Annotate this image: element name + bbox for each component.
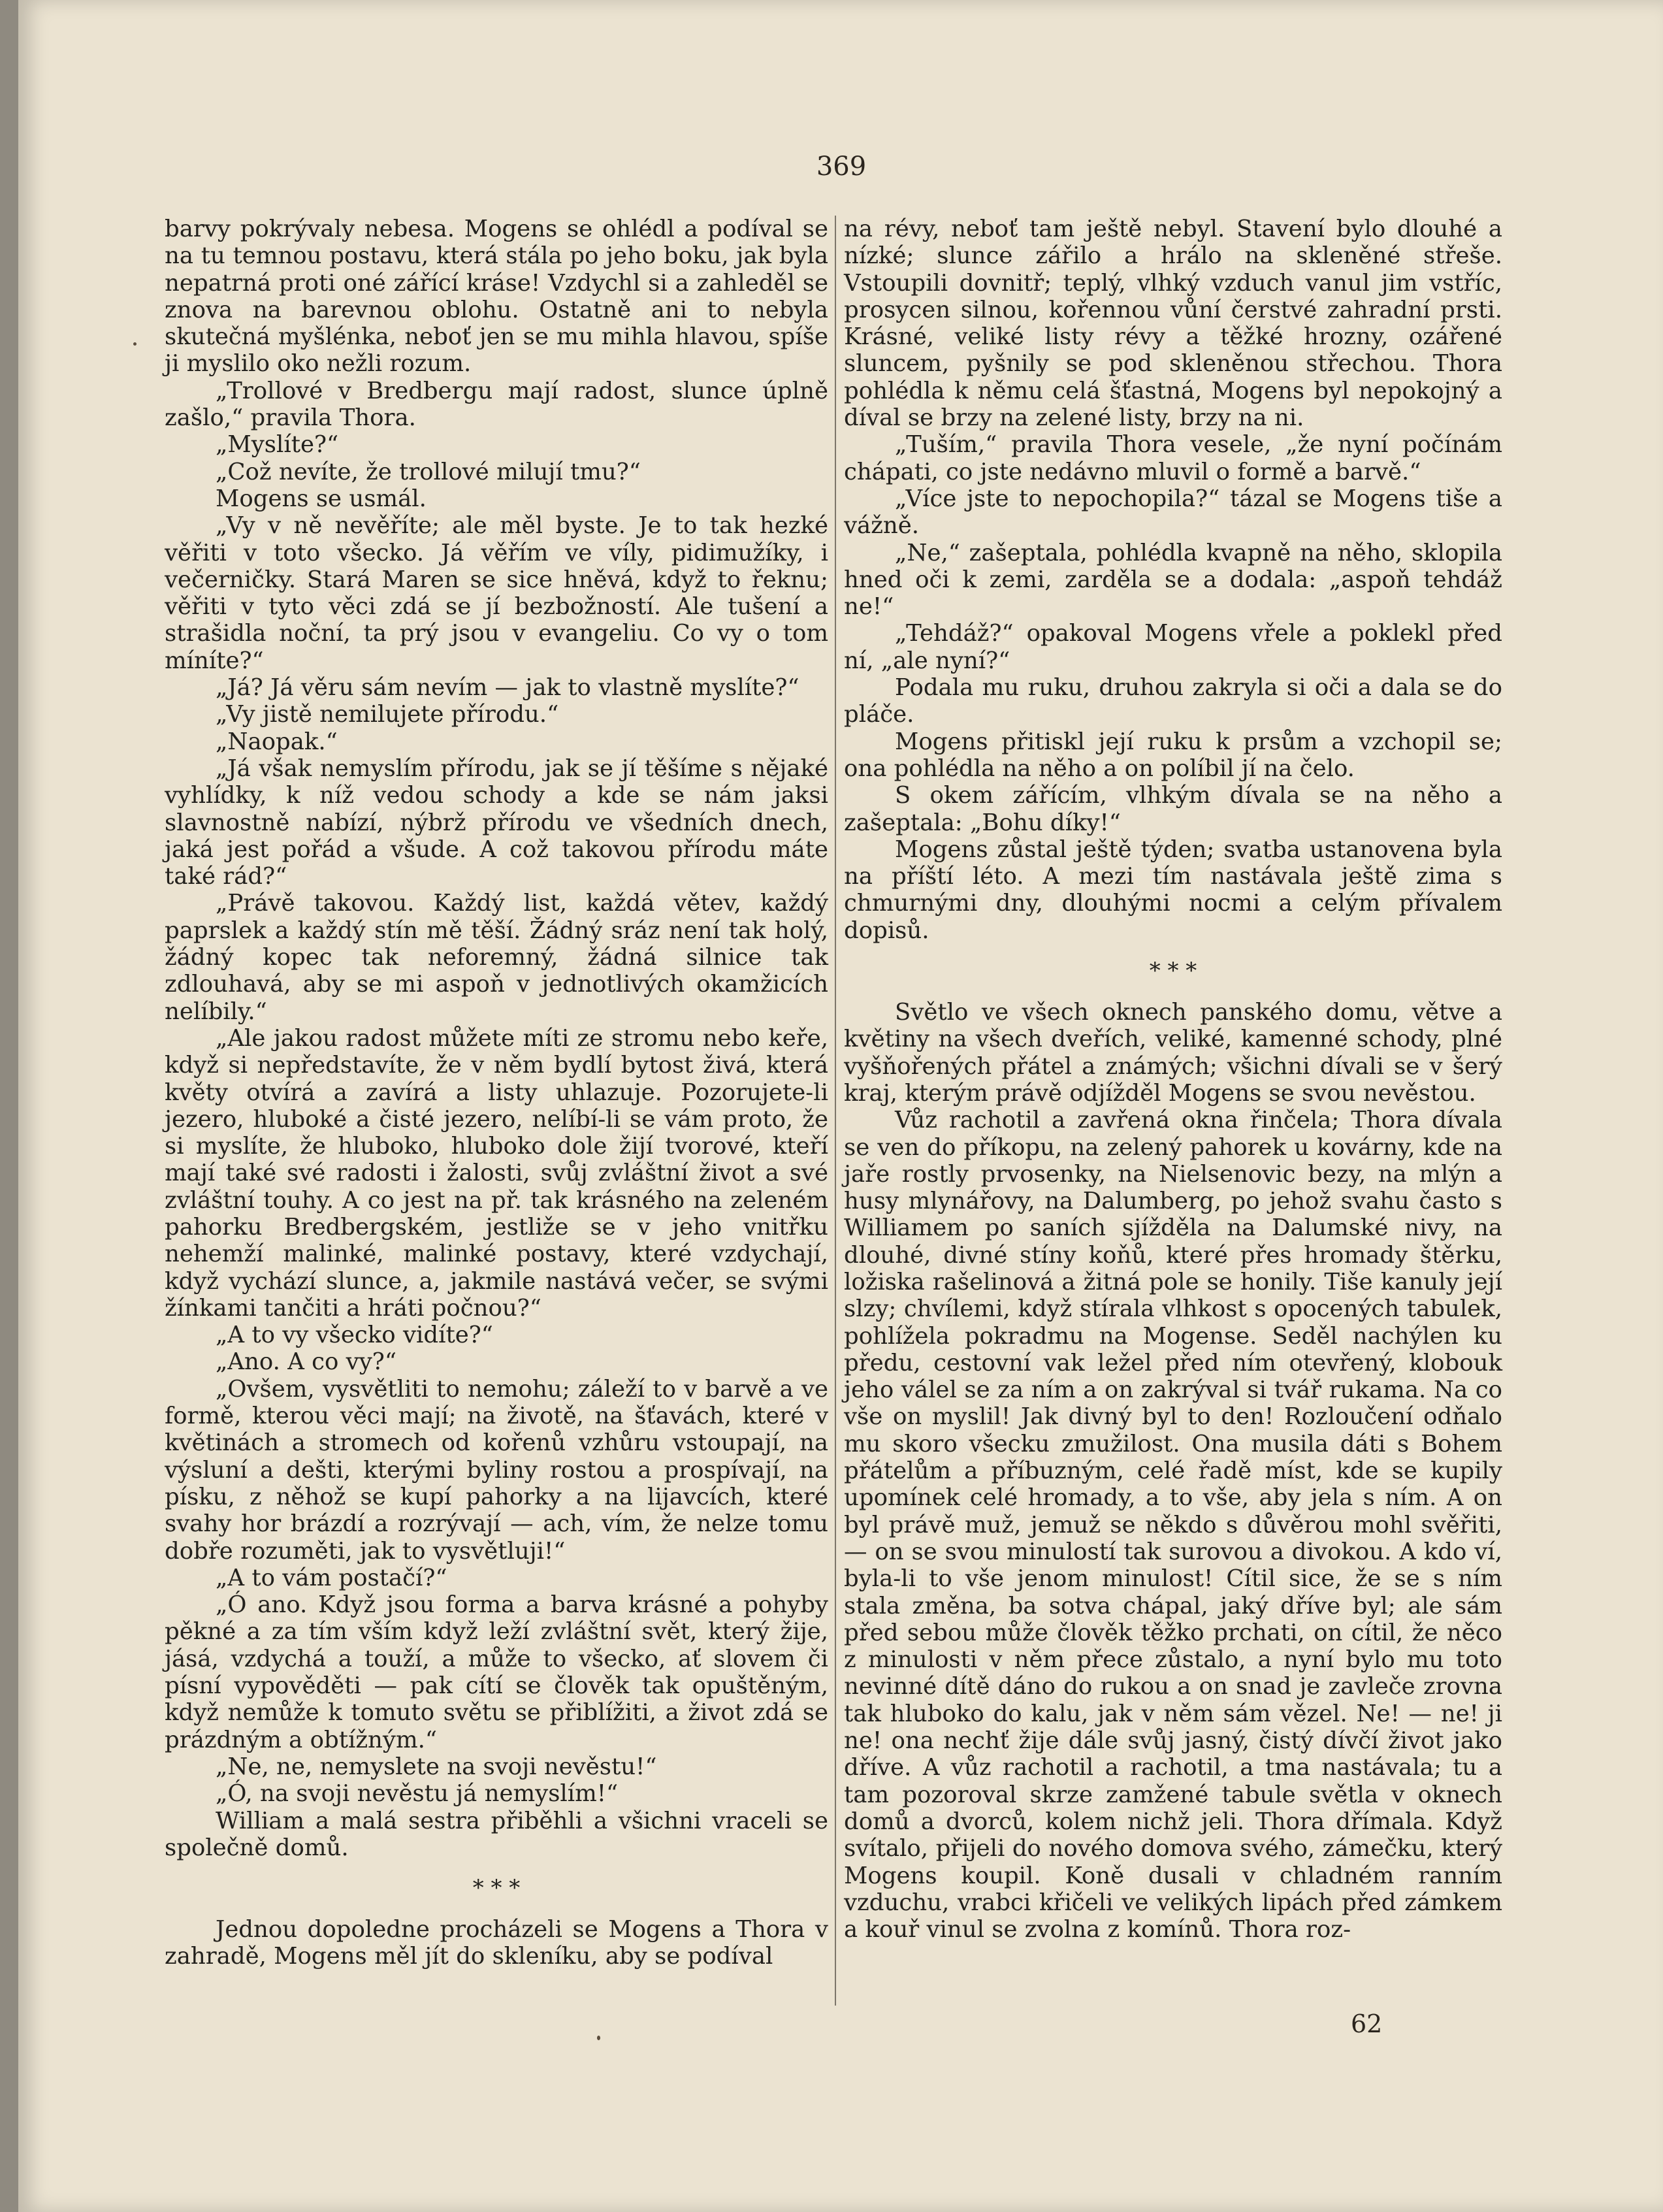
column-divider	[835, 216, 836, 2006]
paragraph: „Ano. A co vy?“	[216, 1348, 396, 1376]
paragraph: barvy pokrývaly nebesa. Mogens se ohlédl a podíval se na tu temnou postavu, která stála po jeho boku, jak byla nepatrná proti oné zářící kráse! Vzdychl si a zahleděl se znova na barevnou oblohu. Ostatně ani to nebyla skutečná myšlénka, neboť jen se mu mihla hlavou, spíše ji myslilo oko nežli rozum.	[165, 216, 828, 378]
paragraph: „Vy v ně nevěříte; ale měl byste. Je to tak hezké věřiti v toto všecko. Já věřím ve víly, pidimužíky, i večerničky. Stará Maren se sice hněvá, když to řeknu; věřiti v tyto věci zdá se jí bezbožností. Ale tušení a strašidla noční, ta prý jsou v evangeliu. Co vy o tom míníte?“	[165, 512, 828, 674]
left-column	[165, 216, 828, 1970]
paper-speck	[133, 342, 137, 346]
paragraph: „Ale jakou radost můžete míti ze stromu nebo keře, když si nepředstavíte, že v něm bydlí bytost živá, která květy otvírá a zavírá a listy uhlazuje. Pozorujete-li jezero, hluboké a čisté jezero, nelíbí-li se vám proto, že si myslíte, že hluboko, hluboko dole žijí tvorové, kteří mají také své radosti i žalosti, svůj zvláštní život a své zvláštní touhy. A co jest na př. tak krásného na zeleném pahorku Bredbergském, jestliže se v jeho vnitřku nehemží malinké, malinké postavy, které vzdychají, když vychází slunce, a, jakmile nastává večer, se svými žínkami tančiti a hráti počnou?“	[165, 1024, 828, 1322]
paragraph: „Já však nemyslím přírodu, jak se jí těšíme s nějaké vyhlídky, k níž vedou schody a kde se nám jaksi slavnostně nabízí, nýbrž přírodu ve všedních dnech, jaká jest pořád a všude. A což takovou přírodu máte také rád?“	[165, 755, 828, 890]
paragraph: „Což nevíte, že trollové milují tmu?“	[216, 458, 641, 485]
paragraph: „A to vy všecko vidíte?“	[216, 1322, 493, 1349]
paragraph: „Právě takovou. Každý list, každá větev, každý paprslek a každý stín mě těší. Žádný sráz není tak holý, žádný kopec tak neforemný, žádná silnice tak zdlouhavá, aby se mi aspoň v jednotlivých okamžicích nelíbily.“	[165, 890, 828, 1025]
paragraph: na révy, neboť tam ještě nebyl. Stavení bylo dlouhé a nízké; slunce zářilo a hrálo na skleněné střeše. Vstoupili dovnitř; teplý, vlhký vzduch vanul jim vstříc, prosycen silnou, kořennou vůní čerstvé zahradní prsti. Krásné, veliké listy révy a těžké hrozny, ozářené sluncem, pyšnily se pod skleněnou střechou. Thora pohlédla k němu celá šťastná, Mogens byl nepokojný a díval se brzy na zelené listy, brzy na ni.	[844, 216, 1502, 432]
paragraph: „A to vám postačí?“	[216, 1564, 447, 1591]
paragraph: „Ne,“ zašeptala, pohlédla kvapně na něho, sklopila hned oči k zemi, zarděla se a dodala: „aspoň tehdáž ne!“	[844, 539, 1502, 621]
paragraph: Podala mu ruku, druhou zakryla si oči a dala se do pláče.	[844, 674, 1502, 728]
right-column	[844, 216, 1502, 1943]
paragraph: Mogens přitiskl její ruku k prsům a vzchopil se; ona pohlédla na něho a on políbil jí na čelo.	[844, 728, 1502, 782]
paragraph: Mogens zůstal ještě týden; svatba ustanovena byla na příští léto. A mezi tím nastávala ještě zima s chmurnými dny, dlouhými nocmi a celým přívalem dopisů.	[844, 836, 1502, 944]
paragraph: Mogens se usmál.	[216, 485, 427, 512]
paper-speck	[597, 2036, 600, 2040]
paragraph: „Tehdáž?“ opakoval Mogens vřele a poklekl před ní, „ale nyní?“	[844, 620, 1502, 674]
binding-gutter	[0, 0, 20, 2212]
paragraph: „Ó ano. Když jsou forma a barva krásné a pohyby pěkné a za tím vším když leží zvláštní svět, který žije, jásá, vzdychá a touží, a může to všecko, ať slovem či písní vypověděti — pak cítí se člověk tak opuštěným, když nemůže k tomuto světu se přiblížiti, a život zdá se prázdným a obtížným.“	[165, 1591, 828, 1753]
paragraph: Vůz rachotil a zavřená okna řinčela; Thora dívala se ven do příkopu, na zelený pahorek u kovárny, kde na jaře rostly prvosenky, na Nielsenovic bezy, na mlýn a husy mlynářovy, na Dalumberg, po jehož svahu často s Williamem po saních sjížděla na Dalumské nivy, na dlouhé, divné stíny koňů, které přes hromady štěrku, ložiska rašelinová a žitná pole se honily. Tiše kanuly její slzy; chvílemi, když stírala vlhkost s opocených tabulek, pohlížela pokradmu na Mogense. Seděl nachýlen ku předu, cestovní vak ležel před ním otevřený, klobouk jeho válel se za ním a on zakrýval si tvář rukama. Na co vše on myslil! Jak divný byl to den! Rozloučení odňalo mu skoro všecku zmužilost. Ona musila dáti s Bohem přátelům a příbuzným, celé řadě míst, kde se kupily upomínek celé hromady, a to vše, aby jela s ním. A on byl právě muž, jemuž se někdo s důvěrou mohl svěřiti, — on se svou minulostí tak surovou a divokou. A kdo ví, byla-li to vše jenom minulost! Cítil sice, že se s ním stala změna, ba sotva chápal, jaký dříve byl; ale sám před sebou může člověk těžko prchati, on cítil, že něco z minulosti v něm přece zůstalo, a nyní bylo mu toto nevinné dítě dáno do rukou a on snad je zavleče zrovna tak hluboko do kalu, jak v něm sám vězel. Ne! — ne! ji ne! ona nechť žije dále svůj jasný, čistý dívčí život jako dříve. A vůz rachotil a rachotil, a tma nastávala; tu a tam pozoroval skrze zamžené tabule světla v oknech domů a dvorců, kolem nichž jeli. Thora dřímala. Když svítalo, přijeli do nového domova svého, zámečku, který Mogens koupil. Koně dusali v chladném ranním vzduchu, vrabci křičeli ve velikých lipách před zámkem a kouř vinul se zvolna z komínů. Thora roz-	[844, 1107, 1502, 1944]
paragraph: „Ne, ne, nemyslete na svoji nevěstu!“	[216, 1753, 657, 1780]
paragraph: „Tuším,“ pravila Thora vesele, „že nyní počínám chápati, co jste nedávno mluvil o formě a barvě.“	[844, 431, 1502, 485]
paragraph: Jednou dopoledne procházeli se Mogens a Thora v zahradě, Mogens měl jít do skleníku, aby se podíval	[165, 1916, 828, 1970]
paragraph: „Naopak.“	[216, 728, 338, 755]
section-break: * * *	[1149, 958, 1197, 984]
paragraph: S okem zářícím, vlhkým dívala se na něho a zašeptala: „Bohu díky!“	[844, 782, 1502, 836]
paragraph: „Ovšem, vysvětliti to nemohu; záleží to v barvě a ve formě, kterou věci mají; na životě, na šťavách, které v květinách a stromech od kořenů vzhůru vstoupají, na výsluní a dešti, kterými byliny rostou a prospívají, na písku, z něhož se kupí pahorky a na lijavcích, které svahy hor brázdí a rozrývají — ach, vím, že nelze tomu dobře rozuměti, jak to vysvětluji!“	[165, 1375, 828, 1565]
paragraph: „Trollové v Bredbergu mají radost, slunce úplně zašlo,“ pravila Thora.	[165, 377, 828, 432]
paragraph: Světlo ve všech oknech panského domu, větve a květiny na všech dveřích, veliké, kamenné schody, plné vyšňořených přátel a známých; všichni dívali se v šerý kraj, kterým právě odjížděl Mogens se svou nevěstou.	[844, 999, 1502, 1107]
paragraph: „Ó, na svoji nevěstu já nemyslím!“	[216, 1780, 619, 1808]
signature-mark: 62	[1351, 2009, 1383, 2038]
paragraph: „Více jste to nepochopila?“ tázal se Mogens tiše a vážně.	[844, 485, 1502, 540]
section-break: * * *	[472, 1875, 521, 1902]
paragraph: „Vy jistě nemilujete přírodu.“	[216, 701, 559, 728]
paragraph: William a malá sestra přiběhli a všichni vraceli se společně domů.	[165, 1807, 828, 1861]
paragraph: „Já? Já věru sám nevím — jak to vlastně myslíte?“	[216, 674, 799, 702]
paragraph: „Myslíte?“	[216, 431, 339, 459]
page-number: 369	[816, 152, 867, 182]
